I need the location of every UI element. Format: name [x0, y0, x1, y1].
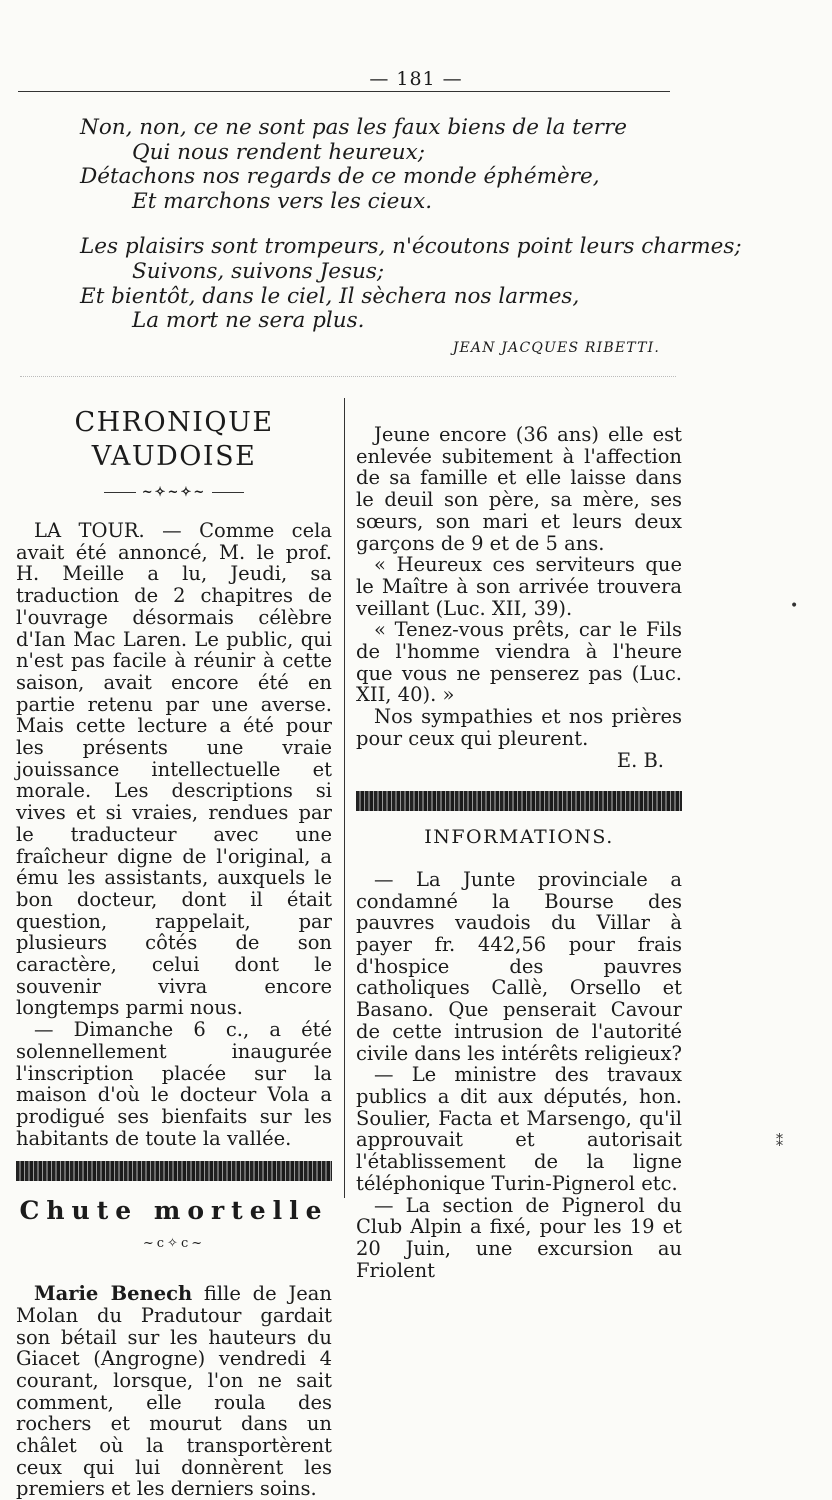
poem: [80, 115, 742, 355]
chute-paragraph: « Tenez-vous prêts, car le Fils de l'homme viendra à l'heure que vous ne penserez pas (Luc. XII, 40). »: [356, 618, 682, 707]
chute-paragraph: Nos sympathies et nos prières pour ceux qui pleurent.: [356, 705, 682, 750]
chute-paragraph: « Heureux ces serviteurs que le Maître à son arrivée trouvera veillant (Luc. XII, 39).: [356, 553, 682, 620]
right-column: [356, 424, 682, 1281]
poem-line: Détachons nos regards de ce monde éphémère,: [80, 164, 600, 190]
chute-ornament: ~c✧c~: [142, 1236, 206, 1252]
poem-line: Et bientôt, dans le ciel, Il sèchera nos larmes,: [80, 283, 580, 309]
ornamental-bar: [16, 1161, 332, 1181]
chronique-heading: CHRONIQUE VAUDOISE: [74, 407, 274, 472]
poem-line: Suivons, suivons Jesus;: [132, 258, 385, 284]
poem-stanza-2: [80, 234, 742, 334]
informations-heading: INFORMATIONS.: [424, 826, 614, 849]
left-column: [16, 404, 332, 1500]
margin-mark: ⁑: [776, 1134, 783, 1150]
poem-line: Et marchons vers les cieux.: [132, 188, 433, 214]
chronique-paragraph: — Dimanche 6 c., a été solennellement inaugurée l'inscription placée sur la maison d'où le docteur Vola a prodigué ses bienfaits sur les habitants de toute la vallée.: [16, 1018, 332, 1150]
chronique-ornament: ~✧~✧~: [16, 486, 332, 500]
chute-heading: Chute mortelle: [19, 1196, 329, 1226]
chute-lead-name: Marie Benech: [34, 1282, 193, 1306]
poem-stanza-1: [80, 116, 680, 214]
page-number: — 181 —: [369, 68, 463, 90]
chute-signature: E. B.: [616, 748, 664, 772]
chute-paragraph: Jeune encore (36 ans) elle est enlevée subitement à l'affection de sa famille et elle laisse dans le deuil son père, sa mère, ses sœurs, son mari et leurs deux garçons de 9 et de 5 ans.: [356, 423, 682, 555]
chute-lead-text: fille de Jean Molan du Pradutour gardait son bétail sur les hauteurs du Giacet (Angrogne) vendredi 4 courant, lorsque, l'on ne sait comment, elle roula des rochers et mourut dans un châlet où la transportèrent ceux qui lui donnèrent les premiers et les derniers soins.: [16, 1282, 332, 1500]
poem-line: Non, non, ce ne sont pas les faux biens de la terre: [80, 115, 627, 140]
informations-paragraph: — La section de Pignerol du Club Alpin a fixé, pour les 19 et 20 Juin, une excursion au Friolent: [356, 1193, 682, 1282]
poem-line: Qui nous rendent heureux;: [132, 139, 425, 165]
section-divider: [20, 376, 676, 377]
poem-line: Les plaisirs sont trompeurs, n'écoutons point leurs charmes;: [80, 234, 742, 260]
informations-paragraph: — La Junte provinciale a condamné la Bourse des pauvres vaudois du Villar à payer fr. 442,56 pour frais d'hospice des pauvres catholiques Callè, Orsello et Basano. Que penserait Cavour de cette intrusion de l'autorité civile dans les intérêts religieux?: [356, 867, 682, 1065]
poem-line: La mort ne sera plus.: [132, 308, 365, 334]
column-divider: [344, 398, 345, 1198]
margin-mark: •: [790, 598, 799, 614]
chronique-paragraph: LA TOUR. — Comme cela avait été annoncé, M. le prof. H. Meille a lu, Jeudi, sa traduction de 2 chapitres de l'ouvrage désormais célèbre d'Ian Mac Laren. Le public, qui n'est pas facile à réunir à cette saison, avait encore été en partie retenu par une averse. Mais cette lecture a été pour les présents une vraie jouissance intellectuelle et morale. Les descriptions si vives et si vraies, rendues par le traducteur avec une fraîcheur digne de l'original, a ému les assistants, auxquels le bon docteur, dont il était question, rappelait, par plusieurs côtés de son caractère, celui dont le souvenir vivra encore longtemps parmi nous.: [16, 519, 332, 1020]
ornamental-bar: [356, 791, 682, 811]
header-rule: [18, 91, 670, 92]
poem-author: JEAN JACQUES RIBETTI.: [452, 340, 660, 356]
chute-lead-paragraph: [16, 1283, 332, 1500]
informations-paragraph: — Le ministre des travaux publics a dit aux députés, hon. Soulier, Facta et Marsengo, qu'il approuvait et autorisait l'établissement de la ligne téléphonique Turin-Pignerol etc.: [356, 1063, 682, 1195]
